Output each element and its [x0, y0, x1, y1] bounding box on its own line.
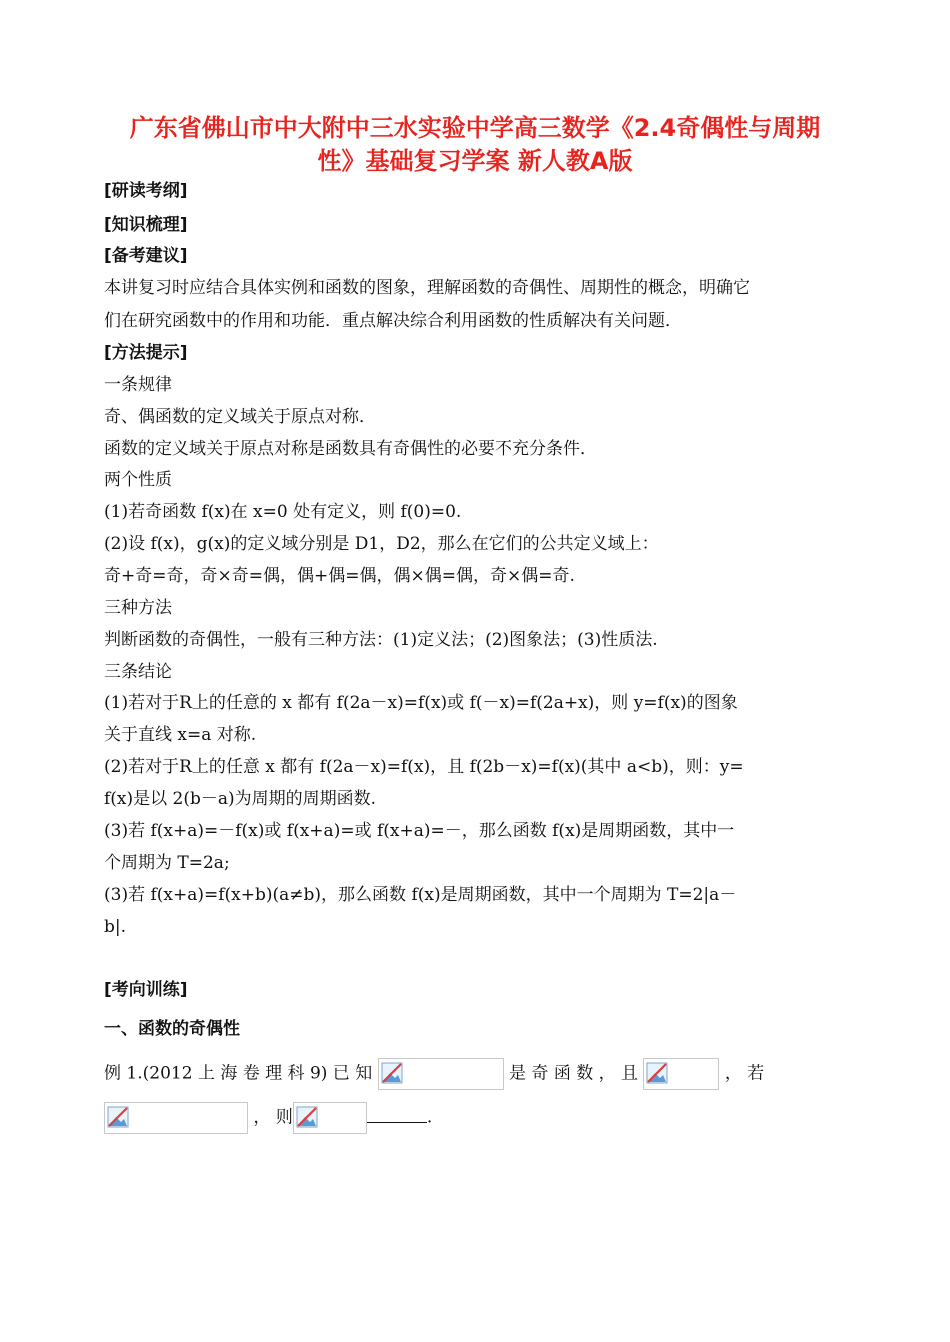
paragraph-line: f(x)是以 2(b－a)为周期的周期函数. [104, 789, 377, 809]
example-1 [104, 1058, 846, 1134]
heading-parity: 一、函数的奇偶性 [104, 1019, 240, 1039]
paragraph-line: 三条结论 [104, 662, 172, 682]
paragraph-line: (3)若 f(x+a)=－f(x)或 f(x+a)=或 f(x+a)=－，那么函数 f(x)是周期函数，其中一 [104, 821, 735, 841]
example-text-4: ， [253, 1107, 271, 1128]
paragraph-line: 关于直线 x=a 对称. [104, 725, 257, 745]
paragraph-line: 三种方法 [104, 598, 172, 618]
example-end: . [426, 1107, 433, 1128]
example-text-2: 是 奇 函 数 ， 且 [509, 1063, 639, 1084]
title-line-1: 广东省佛山市中大附中三水实验中学高三数学《2.4奇偶性与周期 [129, 114, 821, 142]
paragraph-line: 一条规律 [104, 375, 172, 395]
paragraph-line: 个周期为 T=2a; [104, 853, 230, 873]
formula-image [378, 1058, 504, 1090]
paragraph-line: 们在研究函数中的作用和功能．重点解决综合利用函数的性质解决有关问题． [104, 311, 682, 331]
paragraph-line: 两个性质 [104, 470, 172, 490]
paragraph-line: 奇、偶函数的定义域关于原点对称． [104, 407, 376, 427]
example-text-3: ， 若 [724, 1063, 765, 1084]
broken-image-icon [646, 1062, 668, 1084]
paragraph-line: 本讲复习时应结合具体实例和函数的图象，理解函数的奇偶性、周期性的概念，明确它 [104, 278, 750, 298]
paragraph-line: (1)若对于R上的任意的 x 都有 f(2a－x)=f(x)或 f(－x)=f(2a+x)，则 y=f(x)的图象 [104, 693, 738, 713]
paragraph-line: 判断函数的奇偶性，一般有三种方法：(1)定义法；(2)图象法；(3)性质法. [104, 630, 658, 650]
paragraph-line: (2)设 f(x)，g(x)的定义域分别是 D1，D2，那么在它们的公共定义域上： [104, 534, 659, 554]
formula-image [104, 1102, 248, 1134]
title-line-2: 性》基础复习学案 新人教A版 [317, 147, 633, 175]
section-beikao: [备考建议] [104, 246, 188, 266]
broken-image-icon [296, 1106, 318, 1128]
paragraph-line: 函数的定义域关于原点对称是函数具有奇偶性的必要不充分条件． [104, 439, 597, 459]
answer-blank [367, 1104, 427, 1123]
paragraph-line: (1)若奇函数 f(x)在 x=0 处有定义，则 f(0)=0. [104, 502, 462, 522]
example-prefix: 例 1.(2012 上 海 卷 理 科 9) 已 知 [104, 1063, 373, 1084]
paragraph-line: (2)若对于R上的任意 x 都有 f(2a－x)=f(x)，且 f(2b－x)=f(x)(其中 a<b)，则：y= [104, 757, 744, 777]
paragraph-line: (3)若 f(x+a)=f(x+b)(a≠b)，那么函数 f(x)是周期函数，其中一个周期为 T=2|a－ [104, 885, 737, 905]
formula-image [293, 1102, 367, 1134]
document-title [90, 112, 860, 178]
section-zhishi: [知识梳理] [104, 215, 188, 235]
section-fangfa: [方法提示] [104, 343, 188, 363]
paragraph-line: 奇+奇=奇，奇×奇=偶，偶+偶=偶，偶×偶=偶，奇×偶=奇. [104, 566, 575, 586]
formula-image [643, 1058, 719, 1090]
section-yandu: [研读考纲] [104, 181, 188, 201]
example-text-5: 则 [275, 1107, 293, 1128]
broken-image-icon [107, 1106, 129, 1128]
broken-image-icon [381, 1062, 403, 1084]
section-kaoxiang: [考向训练] [104, 980, 188, 1000]
paragraph-line: b|. [104, 917, 127, 937]
